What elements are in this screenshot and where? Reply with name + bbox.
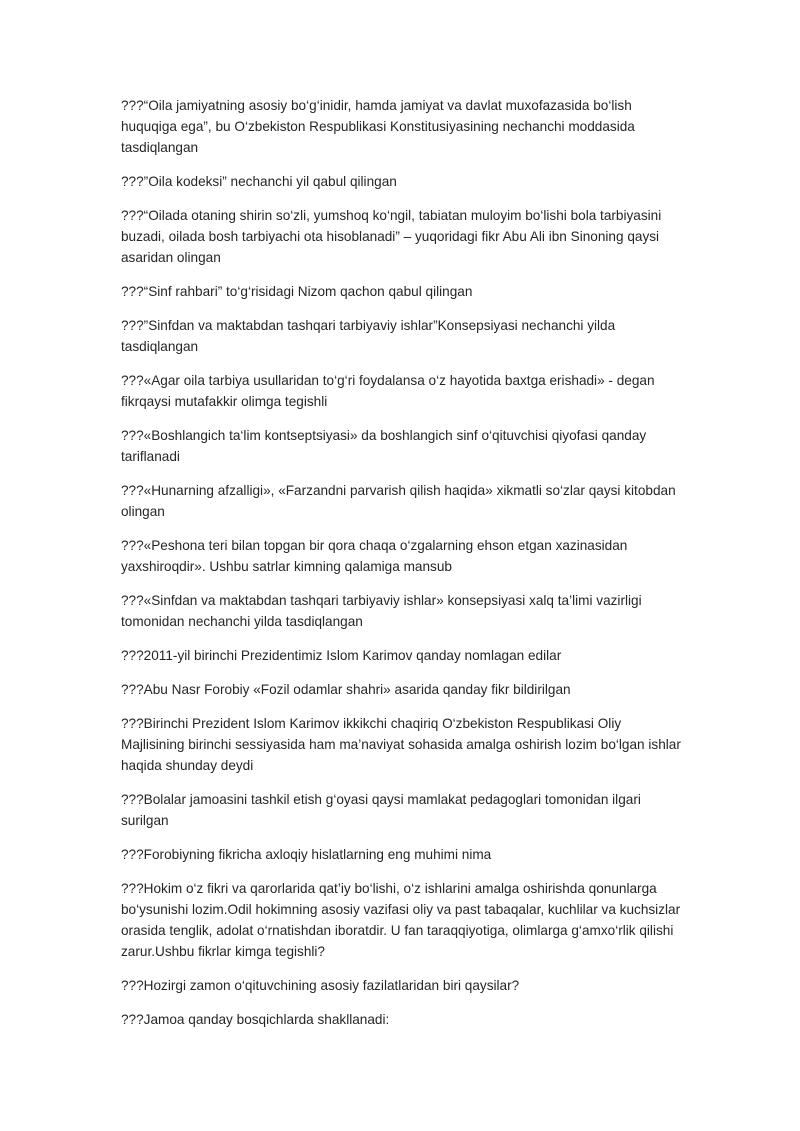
- question-item: ???Hozirgi zamon o‘qituvchining asosiy fazilatlaridan biri qaysilar?: [121, 978, 520, 993]
- question-item: ???Jamoa qanday bosqichlarda shakllanadi:: [121, 1012, 390, 1027]
- question-item: ???“Oila jamiyatning asosiy bo‘g‘inidir, hamda jamiyat va davlat muxofazasida bo‘lish huquqiga ega”, bu O‘zbekiston Respublikasi Konstitusiyasining nechanchi moddasida tasdiqlangan: [121, 98, 635, 155]
- question-item: ???«Boshlangich ta‘lim kontseptsiyasi» da boshlangich sinf o‘qituvchisi qiyofasi qanday tariflanadi: [121, 428, 647, 464]
- question-item: ???”Sinfdan va maktabdan tashqari tarbiyaviy ishlar”Konsepsiyasi nechanchi yilda tasdiqlangan: [121, 318, 616, 354]
- question-item: ???Forobiyning fikricha axloqiy hislatlarning eng muhimi nima: [121, 847, 492, 862]
- question-item: ???«Sinfdan va maktabdan tashqari tarbiyaviy ishlar» konsepsiyasi xalq ta’limi vazirligi tomonidan nechanchi yilda tasdiqlangan: [121, 593, 642, 629]
- question-item: ???Bolalar jamoasini tashkil etish g‘oyasi qaysi mamlakat pedagoglari tomonidan ilgari surilgan: [121, 792, 641, 828]
- question-item: ???“Oilada otaning shirin so‘zli, yumshoq ko‘ngil, tabiatan muloyim bo‘lishi bola tarbiyasini buzadi, oilada bosh tarbiyachi ota hisoblanadi” – yuqoridagi fikr Abu Ali ibn Sinoning qaysi asaridan olingan: [121, 208, 662, 265]
- question-item: ???“Sinf rahbari” to‘g‘risidagi Nizom qachon qabul qilingan: [121, 284, 473, 299]
- question-item: ???Hokim o‘z fikri va qarorlarida qat’iy bo‘lishi, o‘z ishlarini amalga oshirishda qonunlarga bo‘ysunishi lozim.Odil hokimning asosiy vazifasi oliy va past tabaqalar, kuchlilar va kuchsizlar orasida tenglik, adolat o‘rnatishdan iboratdir. U fan taraqqiyotiga, olimlarga g‘amxo‘rlik qilishi zarur.Ushbu fikrlar kimga tegishli?: [121, 881, 681, 959]
- question-list: [121, 95, 681, 1043]
- question-item: ???2011-yil birinchi Prezidentimiz Islom Karimov qanday nomlagan edilar: [121, 648, 562, 663]
- question-item: ???”Oila kodeksi” nechanchi yil qabul qilingan: [121, 174, 397, 189]
- question-item: ???Birinchi Prezident Islom Karimov ikkikchi chaqiriq O‘zbekiston Respublikasi Oliy Majlisining birinchi sessiyasida ham ma’naviyat sohasida amalga oshirish lozim bo‘lgan ishlar haqida shunday deydi: [121, 716, 681, 773]
- question-item: ???Abu Nasr Forobiy «Fozil odamlar shahri» asarida qanday fikr bildirilgan: [121, 682, 571, 697]
- question-item: ???«Agar oila tarbiya usullaridan to‘g‘ri foydalansa o‘z hayotida baxtga erishadi» - degan fikrqaysi mutafakkir olimga tegishli: [121, 373, 655, 409]
- question-item: ???«Peshona teri bilan topgan bir qora chaqa o‘zgalarning ehson etgan xazinasidan yaxshiroqdir». Ushbu satrlar kimning qalamiga mansub: [121, 538, 628, 574]
- question-item: ???«Hunarning afzalligi», «Farzandni parvarish qilish haqida» xikmatli so‘zlar qaysi kitobdan olingan: [121, 483, 676, 519]
